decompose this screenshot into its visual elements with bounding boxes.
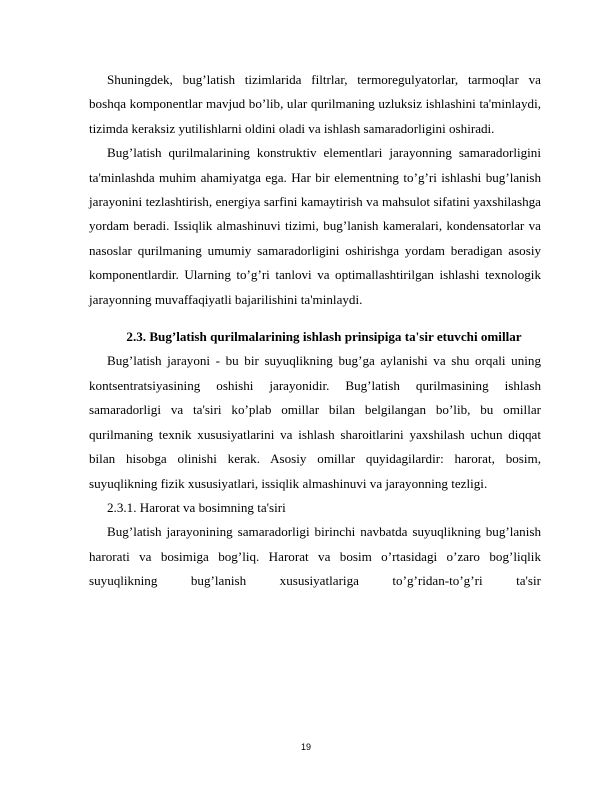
- page-number: 19: [300, 742, 311, 752]
- paragraph-temperature-pressure: Bug’latish jarayonining samaradorligi birinchi navbatda suyuqlikning bug’lanish harorati va bosimiga bog’liq. Harorat va bosim o’rtasidagi o’zaro bog’liqlik suyuqlikning bug’lanish xususiyatlariga to’g’ridan-to’g’ri ta'sir: [89, 524, 541, 589]
- section-heading: 2.3. Bug’latish qurilmalarining ishlash prinsipiga ta'sir etuvchi omillar: [126, 329, 522, 345]
- paragraph-evaporation-process: Bug’latish jarayoni - bu bir suyuqlikning bug’ga aylanishi va shu orqali uning kontsentratsiyasining oshishi jarayonidir. Bug’latish qurilmasining ishlash samaradorligi va ta'siri ko’plab omillar bilan belgilangan bo’lib, bu omillar qurilmaning texnik xususiyatlarini va ishlash sharoitlarini yaxshilash uchun diqqat bilan hisobga olinishi kerak. Asosiy omillar quyidagilardir: harorat, bosim, suyuqlikning fizik xususiyatlari, issiqlik almashinuvi va jarayonning tezligi.: [89, 353, 541, 491]
- document-page: [89, 68, 541, 594]
- paragraph-components: Shuningdek, bug’latish tizimlarida filtrlar, termoregulyatorlar, tarmoqlar va boshqa komponentlar mavjud bo’lib, ular qurilmaning uzluksiz ishlashini ta'minlaydi, tizimda keraksiz yutilishlarni oldini oladi va ishlash samaradorligini oshiradi.: [89, 72, 541, 136]
- paragraph-constructive-elements: Bug’latish qurilmalarining konstruktiv elementlari jarayonning samaradorligini ta'minlashda muhim ahamiyatga ega. Har bir elementning to’g’ri ishlashi bug’lanish jarayonini tezlashtirish, energiya sarfini kamaytirish va mahsulot sifatini yaxshilashga yordam beradi. Issiqlik almashinuvi tizimi, bug’lanish kameralari, kondensatorlar va nasoslar qurilmaning umumiy samaradorligini oshirishga yordam beradigan asosiy komponentlardir. Ularning to’g’ri tanlovi va optimallashtirilgan ishlashi texnologik jarayonning muvaffaqiyatli bajarilishini ta'minlaydi.: [89, 145, 541, 307]
- subsection-heading: 2.3.1. Harorat va bosimning ta'siri: [107, 499, 286, 515]
